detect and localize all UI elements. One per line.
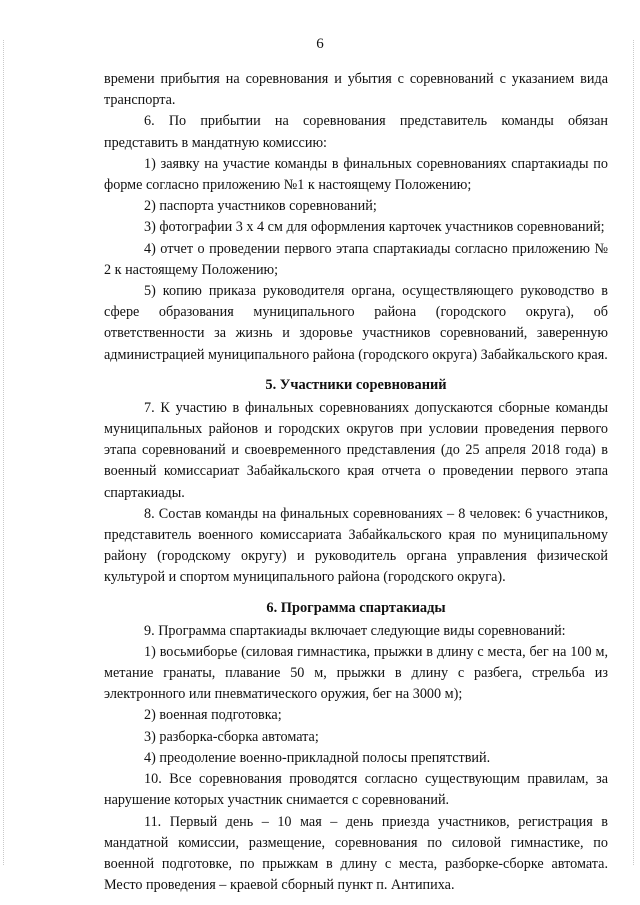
document-body	[104, 69, 608, 896]
page-edge-left	[3, 40, 5, 865]
paragraph: 8. Состав команды на финальных соревнованиях – 8 человек: 6 участников, представитель военного комиссариата Забайкальского края по муниципальному району (городскому округу) и руководитель органа управления физической культурой и спортом муниципального района (городского округа).	[104, 505, 608, 586]
list-item: 5) копию приказа руководителя органа, осуществляющего руководство в сфере образования муниципального района (городского округа), об ответственности за жизнь и здоровье участников соревнований, заверенную администрацией муниципального района (городского округа) Забайкальского края.	[104, 283, 608, 363]
paragraph: 6. По прибытии на соревнования представитель команды обязан представить в мандатную комиссию:	[104, 113, 608, 151]
list-item: 3) фотографии 3 х 4 см для оформления карточек участников соревнований;	[144, 219, 605, 236]
list-item: 4) отчет о проведении первого этапа спартакиады согласно приложению № 2 к настоящему Положению;	[104, 240, 608, 278]
list-item: 1) восьмиборье (силовая гимнастика, прыжки в длину с места, бег на 100 м, метание гранаты, плавание 50 м, прыжки в длину с разбега, стрельба из электронного или пневматического оружия, бег на 3000 м);	[104, 643, 608, 703]
section-heading: 5. Участники соревнований	[265, 376, 447, 393]
paragraph: 11. Первый день – 10 мая – день приезда участников, регистрация в мандатной комиссии, размещение, соревнования по силовой гимнастике, по военной подготовке, по прыжкам в длину с места, разборке-сборке автомата. Место проведения – краевой сборный пункт п. Антипиха.	[104, 813, 608, 894]
paragraph: 10. Все соревнования проводятся согласно существующим правилам, за нарушение которых участник снимается с соревнований.	[104, 771, 608, 809]
paragraph: 7. К участию в финальных соревнованиях допускаются сборные команды муниципальных районов и городских округов при условии проведения первого этапа соревнований и своевременного представления (до 25 апреля 2018 года) в военный комиссариат Забайкальского края отчета о проведении первого этапа спартакиады.	[104, 399, 608, 501]
paragraph: 9. Программа спартакиады включает следующие виды соревнований:	[144, 622, 566, 639]
paragraph: времени прибытия на соревнования и убытия с соревнований с указанием вида транспорта.	[104, 71, 608, 109]
list-item: 1) заявку на участие команды в финальных соревнованиях спартакиады по форме согласно приложению №1 к настоящему Положению;	[104, 155, 608, 194]
list-item: 3) разборка-сборка автомата;	[144, 728, 319, 745]
list-item: 2) паспорта участников соревнований;	[144, 198, 377, 215]
page-number: 6	[316, 36, 324, 52]
page-edge-right	[633, 40, 635, 865]
list-item: 4) преодоление военно-прикладной полосы препятствий.	[144, 749, 491, 766]
list-item: 2) военная подготовка;	[144, 707, 282, 724]
section-heading: 6. Программа спартакиады	[266, 599, 446, 616]
